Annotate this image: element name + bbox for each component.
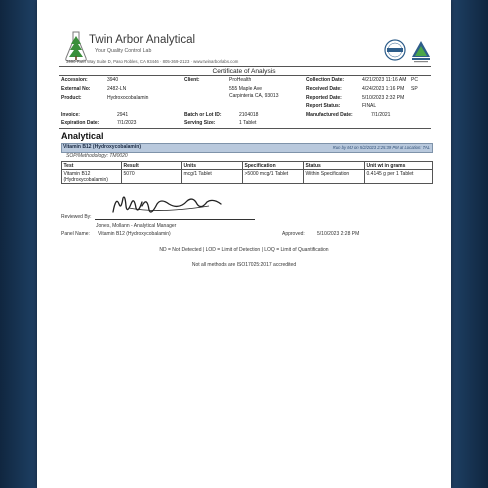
cell-test — [62, 170, 122, 184]
header-rule — [59, 66, 431, 67]
company-address: 3990 Ruth Way Suite D, Paso Robles, CA 93446 · 805-369-2123 · www.twinarborlabs.com — [66, 59, 239, 64]
sop-methodology: SOP/Methodology: TM0020 — [66, 153, 128, 159]
client-label: Client: — [184, 77, 200, 83]
company-tagline: Your Quality Control Lab — [95, 48, 152, 54]
collection-date-value: 4/21/2023 11:16 AM — [362, 77, 407, 83]
client-street: 555 Maple Ave — [229, 86, 262, 92]
cell-status: Within Specification — [304, 170, 365, 184]
company-name: Twin Arbor Analytical — [89, 34, 196, 46]
cell-unit-wt: 0.4145 g per 1 Tablet — [365, 170, 433, 184]
col-header-unit-wt: Unit wt in grams — [365, 162, 433, 170]
abbreviation-legend: ND = Not Detected | LOD = Limit of Detection | LOQ = Limit of Quantification — [159, 247, 329, 253]
accession-label: Accession: — [61, 77, 88, 83]
received-date-value: 4/24/2023 1:16 PM — [362, 86, 405, 92]
report-status-value: FINAL — [362, 103, 377, 109]
product-label: Product: — [61, 95, 82, 101]
run-note: Run by MJ on 5/2/2023 2:25:39 PM at Location: TAL — [332, 145, 430, 150]
signature-icon — [109, 192, 229, 218]
batch-value: 2104018 — [239, 112, 259, 118]
received-date-label: Received Date: — [306, 86, 342, 92]
accreditation-seal-icon — [381, 38, 437, 64]
flask-tree-logo-icon — [64, 30, 88, 62]
cell-result: 5070 — [122, 170, 182, 184]
results-table — [61, 161, 433, 184]
analytical-heading: Analytical — [61, 131, 104, 141]
col-header-units: Units — [182, 162, 243, 170]
expiration-date-value: 7/1/2023 — [117, 120, 137, 126]
reported-date-value: 5/10/2023 2:32 PM — [362, 95, 405, 101]
invoice-value: 2941 — [117, 112, 129, 118]
accession-value: 3940 — [107, 77, 119, 83]
panel-name-value: Vitamin B12 (Hydroxycobalamin) — [98, 231, 171, 237]
cell-test-line1: Vitamin B12 — [63, 170, 91, 177]
approved-value: 5/10/2023 2:28 PM — [317, 231, 360, 237]
collection-date-tag: PC — [411, 77, 418, 83]
external-no-label: External No: — [61, 86, 91, 92]
received-date-tag: SP — [411, 86, 418, 92]
accreditation-note: Not all methods are ISO17025:2017 accredited — [191, 262, 297, 268]
reviewed-by-label: Reviewed By: — [61, 214, 92, 220]
external-no-value: 2482-LN — [107, 86, 127, 92]
serving-size-label: Serving Size: — [184, 120, 216, 126]
cell-specification: >5000 mcg/1 Tablet — [243, 170, 304, 184]
expiration-date-label: Expiration Date: — [61, 120, 100, 126]
signature-line — [95, 219, 255, 220]
col-header-result: Result — [122, 162, 182, 170]
manufactured-date-value: 7/1/2021 — [371, 112, 391, 118]
results-header-row — [62, 162, 433, 170]
cell-units: mcg/1 Tablet — [182, 170, 243, 184]
reviewer-name: Jones, Mollann - Analytical Manager — [96, 223, 177, 229]
col-header-status: Status — [304, 162, 365, 170]
table-row — [62, 170, 433, 184]
approved-label: Approved: — [282, 231, 305, 237]
panel-name-label: Panel Name: — [61, 231, 90, 237]
col-header-specification: Specification — [243, 162, 304, 170]
manufactured-date-label: Manufactured Date: — [306, 112, 353, 118]
certificate-title: Certificate of Analysis — [212, 68, 276, 75]
cell-test-line2: (Hydroxycobalamin) — [63, 176, 108, 183]
serving-size-value: 1 Tablet — [239, 120, 257, 126]
title-rule — [59, 75, 431, 76]
invoice-label: Invoice: — [61, 112, 80, 118]
reported-date-label: Reported Date: — [306, 95, 342, 101]
collection-date-label: Collection Date: — [306, 77, 345, 83]
report-status-label: Report Status: — [306, 103, 341, 109]
certificate-page — [37, 0, 451, 488]
info-rule — [59, 128, 431, 129]
client-city: Carpinteria CA, 93013 — [229, 93, 279, 99]
batch-label: Batch or Lot ID: — [184, 112, 222, 118]
col-header-test: Test — [62, 162, 122, 170]
client-name: ProHealth — [229, 77, 252, 83]
section-title: Vitamin B12 (Hydroxycobalamin) — [63, 144, 141, 150]
product-value: Hydroxocobalamin — [107, 95, 149, 101]
